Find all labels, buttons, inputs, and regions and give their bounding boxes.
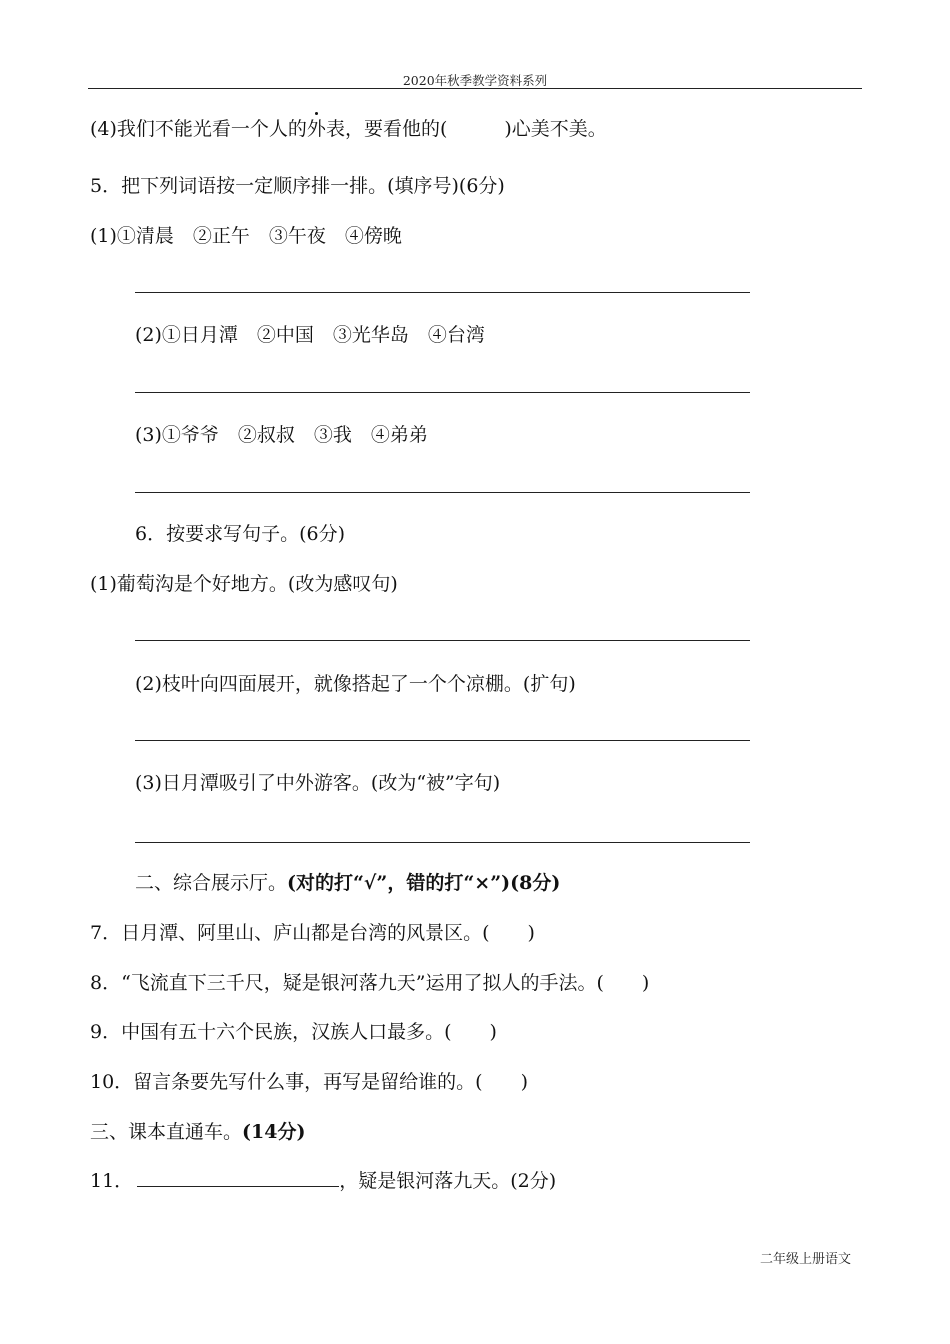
page-footer: 二年级上册语文: [760, 1252, 852, 1267]
answer-line-5-3[interactable]: [135, 492, 750, 493]
q11-text: ，疑是银河落九天。(2分): [339, 1170, 557, 1192]
q4-4-pre: (4)我们不能光看一个人的: [90, 118, 307, 140]
answer-line-5-2[interactable]: [135, 392, 750, 393]
header-rule: [88, 88, 862, 89]
question-6-1: (1)葡萄沟是个好地方。(改为感叹句): [90, 573, 398, 595]
section-2-heading: [135, 870, 560, 896]
question-5-1: (1)①清晨 ②正午 ③午夜 ④傍晚: [90, 225, 402, 247]
section-3-title: 三、课本直通车。: [90, 1121, 243, 1143]
question-5-3: (3)①爷爷 ②叔叔 ③我 ④弟弟: [135, 424, 428, 446]
question-10: 10．留言条要先写什么事，再写是留给谁的。( ): [90, 1071, 529, 1093]
page-header: 2020年秋季教学资料系列: [402, 73, 548, 88]
question-5-2: (2)①日月潭 ②中国 ③光华岛 ④台湾: [135, 324, 485, 346]
answer-line-6-1[interactable]: [135, 640, 750, 641]
section-2-instructions: (对的打“√”，错的打“×”)(8分): [287, 872, 561, 894]
section-2-title: 二、综合展示厅。: [135, 872, 288, 894]
question-4-4: [90, 116, 607, 142]
answer-line-6-3[interactable]: [135, 842, 750, 843]
question-6-3: (3)日月潭吸引了中外游客。(改为“被”字句): [135, 772, 501, 794]
question-11: [90, 1168, 556, 1194]
answer-blank-11[interactable]: [137, 1168, 339, 1187]
question-6-2: (2)枝叶向四面展开，就像搭起了一个个凉棚。(扩句): [135, 673, 576, 695]
section-3-score: (14分): [242, 1121, 306, 1143]
answer-line-5-1[interactable]: [135, 292, 750, 293]
q4-4-dotted-char: 外: [306, 118, 326, 140]
question-5: 5．把下列词语按一定顺序排一排。(填序号)(6分): [90, 175, 505, 197]
q4-4-post: 表，要看他的( )心美不美。: [325, 118, 607, 140]
question-6: 6．按要求写句子。(6分): [135, 523, 346, 545]
question-7: 7．日月潭、阿里山、庐山都是台湾的风景区。( ): [90, 922, 535, 944]
section-3-heading: [90, 1119, 305, 1145]
answer-line-6-2[interactable]: [135, 740, 750, 741]
q11-number: 11．: [90, 1170, 134, 1192]
question-8: 8．“飞流直下三千尺，疑是银河落九天”运用了拟人的手法。( ): [90, 972, 650, 994]
question-9: 9．中国有五十六个民族，汉族人口最多。( ): [90, 1021, 497, 1043]
